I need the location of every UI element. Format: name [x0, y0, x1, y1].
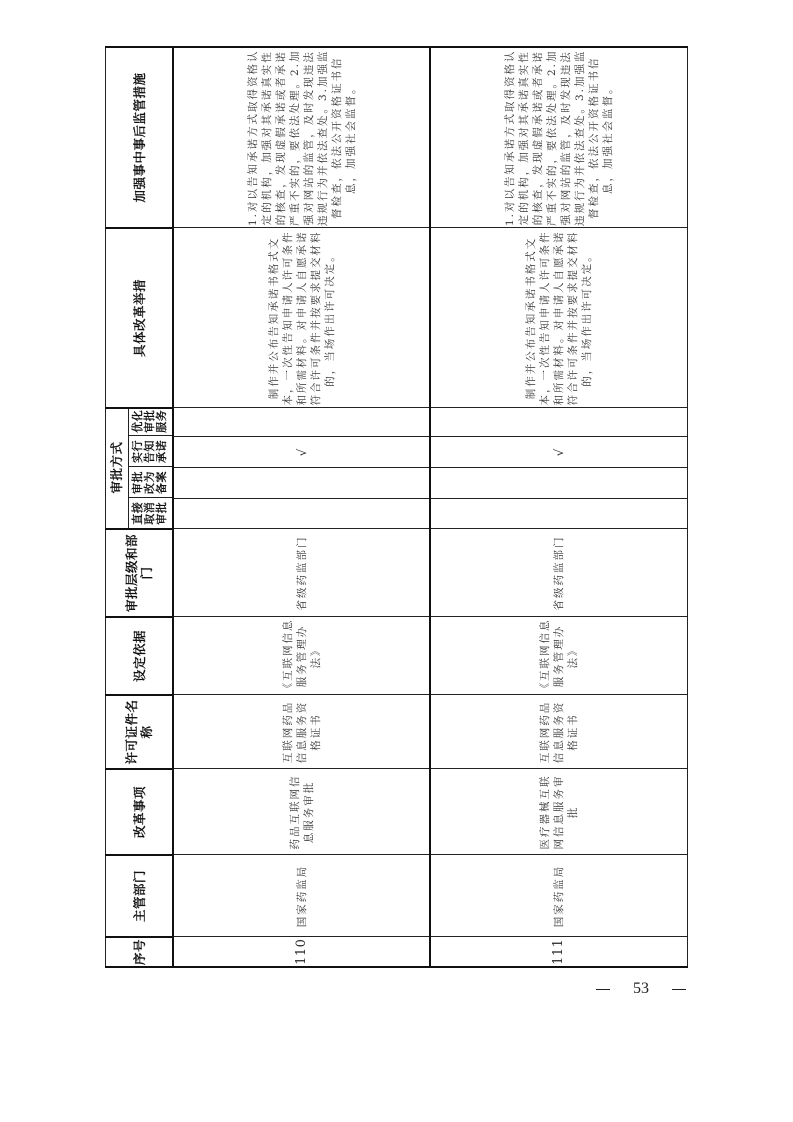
- row-level: 省级药监部门: [173, 529, 430, 617]
- row-item: 医疗器械互联网信息服务审批: [430, 769, 687, 855]
- row-supervision: 1.对以告知承诺方式取得资格认定的机构，加强对其承诺真实性的核查，发现虚假承诺或者承诺严重不实的，要依法处理。2.加强对网站的监管，及时发现违法违规行为并依法查处。3.加强监督检查，依法公开资格证书信息，加强社会监督。: [173, 47, 430, 228]
- header-seq: 序号: [106, 937, 174, 967]
- row-mode-commit: √: [430, 437, 687, 468]
- row-item: 药品互联网信息服务审批: [173, 769, 430, 855]
- row-license: 互联网药品信息服务资格证书: [430, 695, 687, 769]
- header-mode-filing: 审批改为备案: [128, 467, 172, 498]
- header-item: 改革事项: [106, 769, 174, 855]
- header-approval-mode-group: [106, 408, 174, 529]
- header-mode-commit: 实行告知承诺: [128, 436, 172, 467]
- row-dept: 国家药监局: [173, 855, 430, 937]
- row-seq: 110: [173, 937, 430, 967]
- row-license: 互联网药品信息服务资格证书: [173, 695, 430, 769]
- page-number: [596, 978, 686, 1000]
- row-basis: 《互联网信息服务管理办法》: [173, 617, 430, 695]
- reform-items-table: [105, 46, 688, 968]
- rotated-table-sheet: [105, 49, 685, 968]
- page-number-dash-left: [596, 989, 610, 990]
- header-approval-mode: 审批方式: [106, 408, 128, 528]
- row-mode-optimize: [430, 408, 687, 437]
- header-level: 审批层级和部门: [106, 529, 174, 617]
- header-supervision: 加强事中事后监管措施: [106, 47, 174, 228]
- row-supervision: 1.对以告知承诺方式取得资格认定的机构，加强对其承诺真实性的核查，发现虚假承诺或者承诺严重不实的，要依法处理。2.加强对网站的监管，及时发现违法违规行为并依法查处。3.加强监督检查，依法公开资格证书信息，加强社会监督。: [430, 47, 687, 228]
- row-mode-commit: √: [173, 437, 430, 468]
- row-basis: 《互联网信息服务管理办法》: [430, 617, 687, 695]
- header-basis: 设定依据: [106, 617, 174, 695]
- row-mode-cancel: [173, 499, 430, 529]
- row-seq: 111: [430, 937, 687, 967]
- page-number-value: 53: [633, 980, 649, 997]
- table-row: [430, 47, 687, 967]
- header-mode-cancel: 直接取消审批: [128, 498, 172, 528]
- page-number-dash-right: [672, 989, 686, 990]
- row-level: 省级药监部门: [430, 529, 687, 617]
- header-mode-optimize: 优化审批服务: [131, 409, 169, 433]
- row-measures: 制作并公布告知承诺书格式文本，一次性告知申请人许可条件和所需材料。对申请人自愿承诺符合许可条件并按要求提交材料的，当场作出许可决定。: [173, 228, 430, 408]
- header-license: 许可证件名称: [106, 695, 174, 769]
- row-mode-cancel: [430, 499, 687, 529]
- row-mode-optimize: [173, 408, 430, 437]
- row-dept: 国家药监局: [430, 855, 687, 937]
- row-mode-filing: [430, 468, 687, 499]
- table-row: [173, 47, 430, 967]
- header-dept: 主管部门: [106, 855, 174, 937]
- row-measures: 制作并公布告知承诺书格式文本，一次性告知申请人许可条件和所需材料。对申请人自愿承诺符合许可条件并按要求提交材料的，当场作出许可决定。: [430, 228, 687, 408]
- row-mode-filing: [173, 468, 430, 499]
- header-measures: 具体改革举措: [106, 228, 174, 408]
